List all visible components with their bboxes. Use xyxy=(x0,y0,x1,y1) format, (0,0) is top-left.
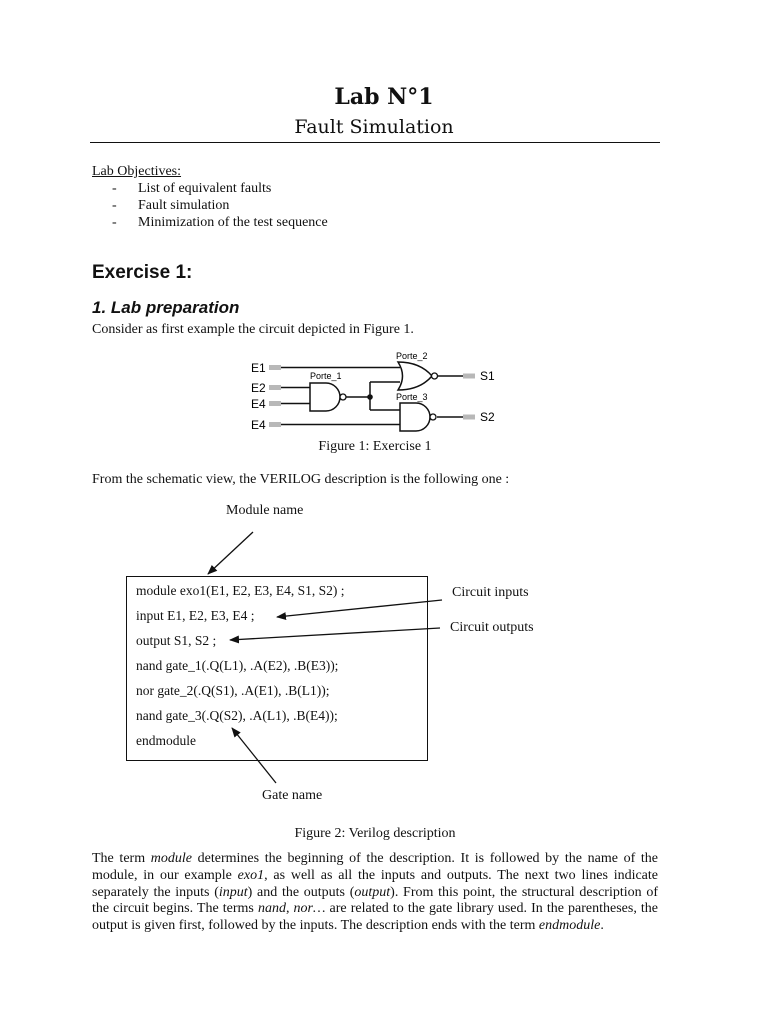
list-item xyxy=(112,214,328,231)
list-item-text: Fault simulation xyxy=(138,198,230,213)
figure-2-caption: Figure 2: Verilog description xyxy=(294,826,456,841)
input-label: E4 xyxy=(251,418,266,432)
circuit-diagram xyxy=(240,345,510,435)
italic-term: nand xyxy=(257,901,286,917)
gate-label: Porte_1 xyxy=(310,371,342,381)
gate-name-label: Gate name xyxy=(262,788,323,803)
module-name-label: Module name xyxy=(226,503,304,518)
list-item xyxy=(112,180,328,197)
code-line: input E1, E2, E3, E4 ; xyxy=(136,608,255,623)
code-line: nor gate_2(.Q(S1), .A(E1), .B(L1)); xyxy=(136,683,330,698)
objectives-list xyxy=(112,180,328,231)
verilog-intro: From the schematic view, the VERILOG description is the following one : xyxy=(92,472,510,487)
code-line: endmodule xyxy=(136,733,196,748)
nand-gate-porte-1 xyxy=(310,383,346,411)
input-label: E1 xyxy=(251,361,266,375)
text-run: . xyxy=(600,918,604,934)
italic-term: output xyxy=(354,884,391,900)
output-label: S2 xyxy=(480,410,495,424)
input-pin xyxy=(269,385,281,390)
title-divider xyxy=(90,142,660,143)
italic-term: exo1 xyxy=(237,867,265,883)
output-label: S1 xyxy=(480,369,495,383)
gate-label: Porte_2 xyxy=(396,351,428,361)
list-item-text: Minimization of the test sequence xyxy=(138,215,328,230)
output-pin xyxy=(463,415,475,420)
text-run: ) and the outputs ( xyxy=(247,884,355,900)
italic-term: endmodule xyxy=(538,918,601,934)
text-run: are related to the gate library used. In the parentheses, the output is given first, followed by the inputs. The description ends with the term xyxy=(92,901,659,934)
italic-term: input xyxy=(218,884,248,900)
exercise-heading: Exercise 1: xyxy=(92,262,193,283)
nand-gate-porte-3 xyxy=(400,403,436,431)
code-line: output S1, S2 ; xyxy=(136,633,217,648)
list-item xyxy=(112,197,328,214)
italic-term: nor… xyxy=(293,901,326,917)
list-item-text: List of equivalent faults xyxy=(138,181,272,196)
code-line: module exo1(E1, E2, E3, E4, S1, S2) ; xyxy=(136,583,345,598)
circuit-outputs-label: Circuit outputs xyxy=(450,620,534,635)
text-run: determines the beginning of the description. It is followed by the name of the module, in our example xyxy=(92,851,659,883)
nor-gate-porte-2 xyxy=(398,362,438,390)
italic-term: module xyxy=(150,851,192,866)
circuit-inputs-label: Circuit inputs xyxy=(452,585,529,600)
figure-1-caption: Figure 1: Exercise 1 xyxy=(318,439,432,454)
list-dash: - xyxy=(112,215,117,230)
page-title: Lab N°1 xyxy=(334,84,434,110)
input-pin xyxy=(269,365,281,370)
wire-junction xyxy=(367,394,373,400)
gate-label: Porte_3 xyxy=(396,392,428,402)
text-run: The term xyxy=(92,851,151,866)
input-pin xyxy=(269,401,281,406)
text-run: , as well as all the inputs and outputs. The next two lines indicate separately the inputs ( xyxy=(92,867,659,900)
list-dash: - xyxy=(112,181,117,196)
section-heading: 1. Lab preparation xyxy=(92,298,240,317)
output-pin xyxy=(463,374,475,379)
module-arrow xyxy=(208,532,253,574)
description-paragraph xyxy=(92,851,658,935)
page-subtitle: Fault Simulation xyxy=(294,116,454,138)
objectives-heading: Lab Objectives: xyxy=(92,164,182,179)
input-label: E2 xyxy=(251,381,266,395)
input-pin xyxy=(269,422,281,427)
text-run: , xyxy=(285,901,294,917)
intro-paragraph: Consider as first example the circuit depicted in Figure 1. xyxy=(92,322,414,337)
list-dash: - xyxy=(112,198,117,213)
code-line: nand gate_3(.Q(S2), .A(L1), .B(E4)); xyxy=(136,708,338,723)
text-run: ). From this point, the structural description of the circuit begins. The terms xyxy=(92,884,658,917)
code-line: nand gate_1(.Q(L1), .A(E2), .B(E3)); xyxy=(136,658,339,673)
input-label: E4 xyxy=(251,397,266,411)
